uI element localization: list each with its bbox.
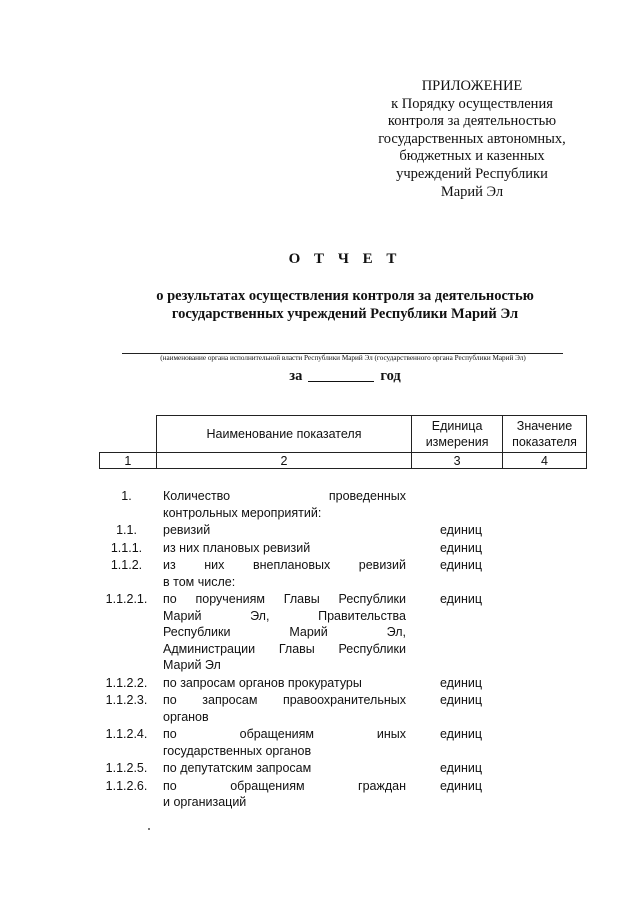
indicator-row <box>100 591 500 674</box>
column-number: 2 <box>156 453 411 469</box>
indicator-name <box>163 522 406 539</box>
indicator-unit: единиц <box>440 778 482 793</box>
period-suffix: год <box>380 368 401 384</box>
header-col-value-l2: показателя <box>512 435 577 449</box>
indicator-row <box>100 522 500 539</box>
indicator-unit: единиц <box>440 558 482 572</box>
column-number: 4 <box>503 453 587 469</box>
column-number: 1 <box>100 453 157 469</box>
indicator-name-line: и организаций <box>163 795 247 809</box>
report-subtitle <box>0 287 640 323</box>
indicator-name-line: из них внеплановых ревизий <box>163 558 406 572</box>
indicator-unit: единиц <box>440 540 482 555</box>
indicator-number: 1.1.1. <box>110 540 143 555</box>
indicator-row <box>100 540 500 557</box>
indicator-number: 1.1. <box>116 523 137 537</box>
indicator-name-line: государственных органов <box>163 743 312 758</box>
org-name-caption: (наименование органа исполнительной власти Республики Марий Эл (государственного органа Республики Марий Эл) <box>160 354 526 362</box>
appendix-line: Марий Эл <box>440 183 504 200</box>
indicator-rows <box>100 488 500 812</box>
indicator-name-line: по запросам органов прокуратуры <box>163 675 362 690</box>
indicator-name <box>163 760 406 777</box>
appendix-line: контроля за деятельностью <box>387 113 557 130</box>
subtitle-line-1: о результатах осуществления контроля за деятельностью <box>156 288 534 304</box>
indicator-name-line: контрольных мероприятий: <box>163 505 322 520</box>
header-col-value <box>503 416 587 453</box>
indicator-name-line: ревизий <box>163 523 211 537</box>
indicator-number: 1.1.2.3. <box>105 693 148 707</box>
indicator-row <box>100 726 500 759</box>
scan-speck <box>148 828 150 830</box>
indicator-number: 1.1.2.6. <box>105 778 148 793</box>
report-title: О Т Ч Е Т <box>288 251 402 267</box>
appendix-block <box>360 78 584 201</box>
indicator-number: 1.1.2.2. <box>105 675 148 690</box>
subtitle-line-2: государственных учреждений Республики Марий Эл <box>171 306 519 322</box>
header-col-unit-l2: измерения <box>425 435 489 449</box>
indicator-number: 1.1.2. <box>110 558 143 572</box>
period-line <box>0 367 640 385</box>
indicator-unit: единиц <box>440 693 482 707</box>
indicator-name-line: Количество проведенных <box>163 489 406 503</box>
indicator-name <box>163 692 406 725</box>
indicator-unit: единиц <box>440 727 482 741</box>
indicator-name <box>163 488 406 521</box>
header-col-name: Наименование показателя <box>156 416 411 453</box>
indicator-number: 1.1.2.5. <box>105 761 148 775</box>
indicator-name-line: Марий Эл <box>163 658 221 672</box>
indicators-table-header <box>99 415 587 469</box>
header-cell-empty <box>100 416 157 453</box>
appendix-line: ПРИЛОЖЕНИЕ <box>421 78 523 94</box>
indicator-row <box>100 760 500 777</box>
indicator-name-line: органов <box>163 709 209 724</box>
indicator-name-line: Республики Марий Эл, <box>163 625 406 639</box>
indicator-number: 1. <box>121 489 132 503</box>
indicator-name <box>163 591 406 674</box>
column-number: 3 <box>412 453 503 469</box>
indicator-name-line: из них плановых ревизий <box>163 540 311 555</box>
indicator-row <box>100 557 500 590</box>
appendix-line: учреждений Республики <box>396 165 548 182</box>
year-blank-field[interactable] <box>308 367 374 382</box>
indicator-name-line: в том числе: <box>163 574 236 589</box>
indicator-unit: единиц <box>440 675 482 690</box>
indicator-row <box>100 692 500 725</box>
indicator-number: 1.1.2.4. <box>105 727 148 741</box>
indicator-number: 1.1.2.1. <box>105 592 148 606</box>
period-prefix: за <box>289 368 303 384</box>
indicator-name-line: по запросам правоохранительных <box>163 693 406 707</box>
indicator-row <box>100 778 500 811</box>
header-col-value-l1: Значение <box>516 419 573 433</box>
indicator-unit: единиц <box>440 761 482 775</box>
indicator-unit: единиц <box>440 592 482 606</box>
indicator-name-line: по обращениям граждан <box>163 778 406 793</box>
indicator-name <box>163 778 406 811</box>
indicator-name-line: Марий Эл, Правительства <box>163 608 406 623</box>
indicator-name <box>163 726 406 759</box>
appendix-line: к Порядку осуществления <box>391 95 553 112</box>
indicator-row <box>100 488 500 521</box>
header-col-unit-l1: Единица <box>431 419 483 433</box>
header-col-unit <box>412 416 503 453</box>
indicator-name <box>163 557 406 590</box>
appendix-line: государственных автономных, <box>378 130 566 147</box>
indicator-name <box>163 675 406 692</box>
indicator-name-line: по поручениям Главы Республики <box>163 592 406 606</box>
indicator-name-line: по обращениям иных <box>163 727 406 741</box>
indicator-name-line: по депутатским запросам <box>163 761 312 775</box>
indicator-name-line: Администрации Главы Республики <box>163 641 406 656</box>
indicator-name <box>163 540 406 557</box>
indicator-row <box>100 675 500 692</box>
indicator-unit: единиц <box>440 523 482 537</box>
appendix-line: бюджетных и казенных <box>399 148 545 165</box>
